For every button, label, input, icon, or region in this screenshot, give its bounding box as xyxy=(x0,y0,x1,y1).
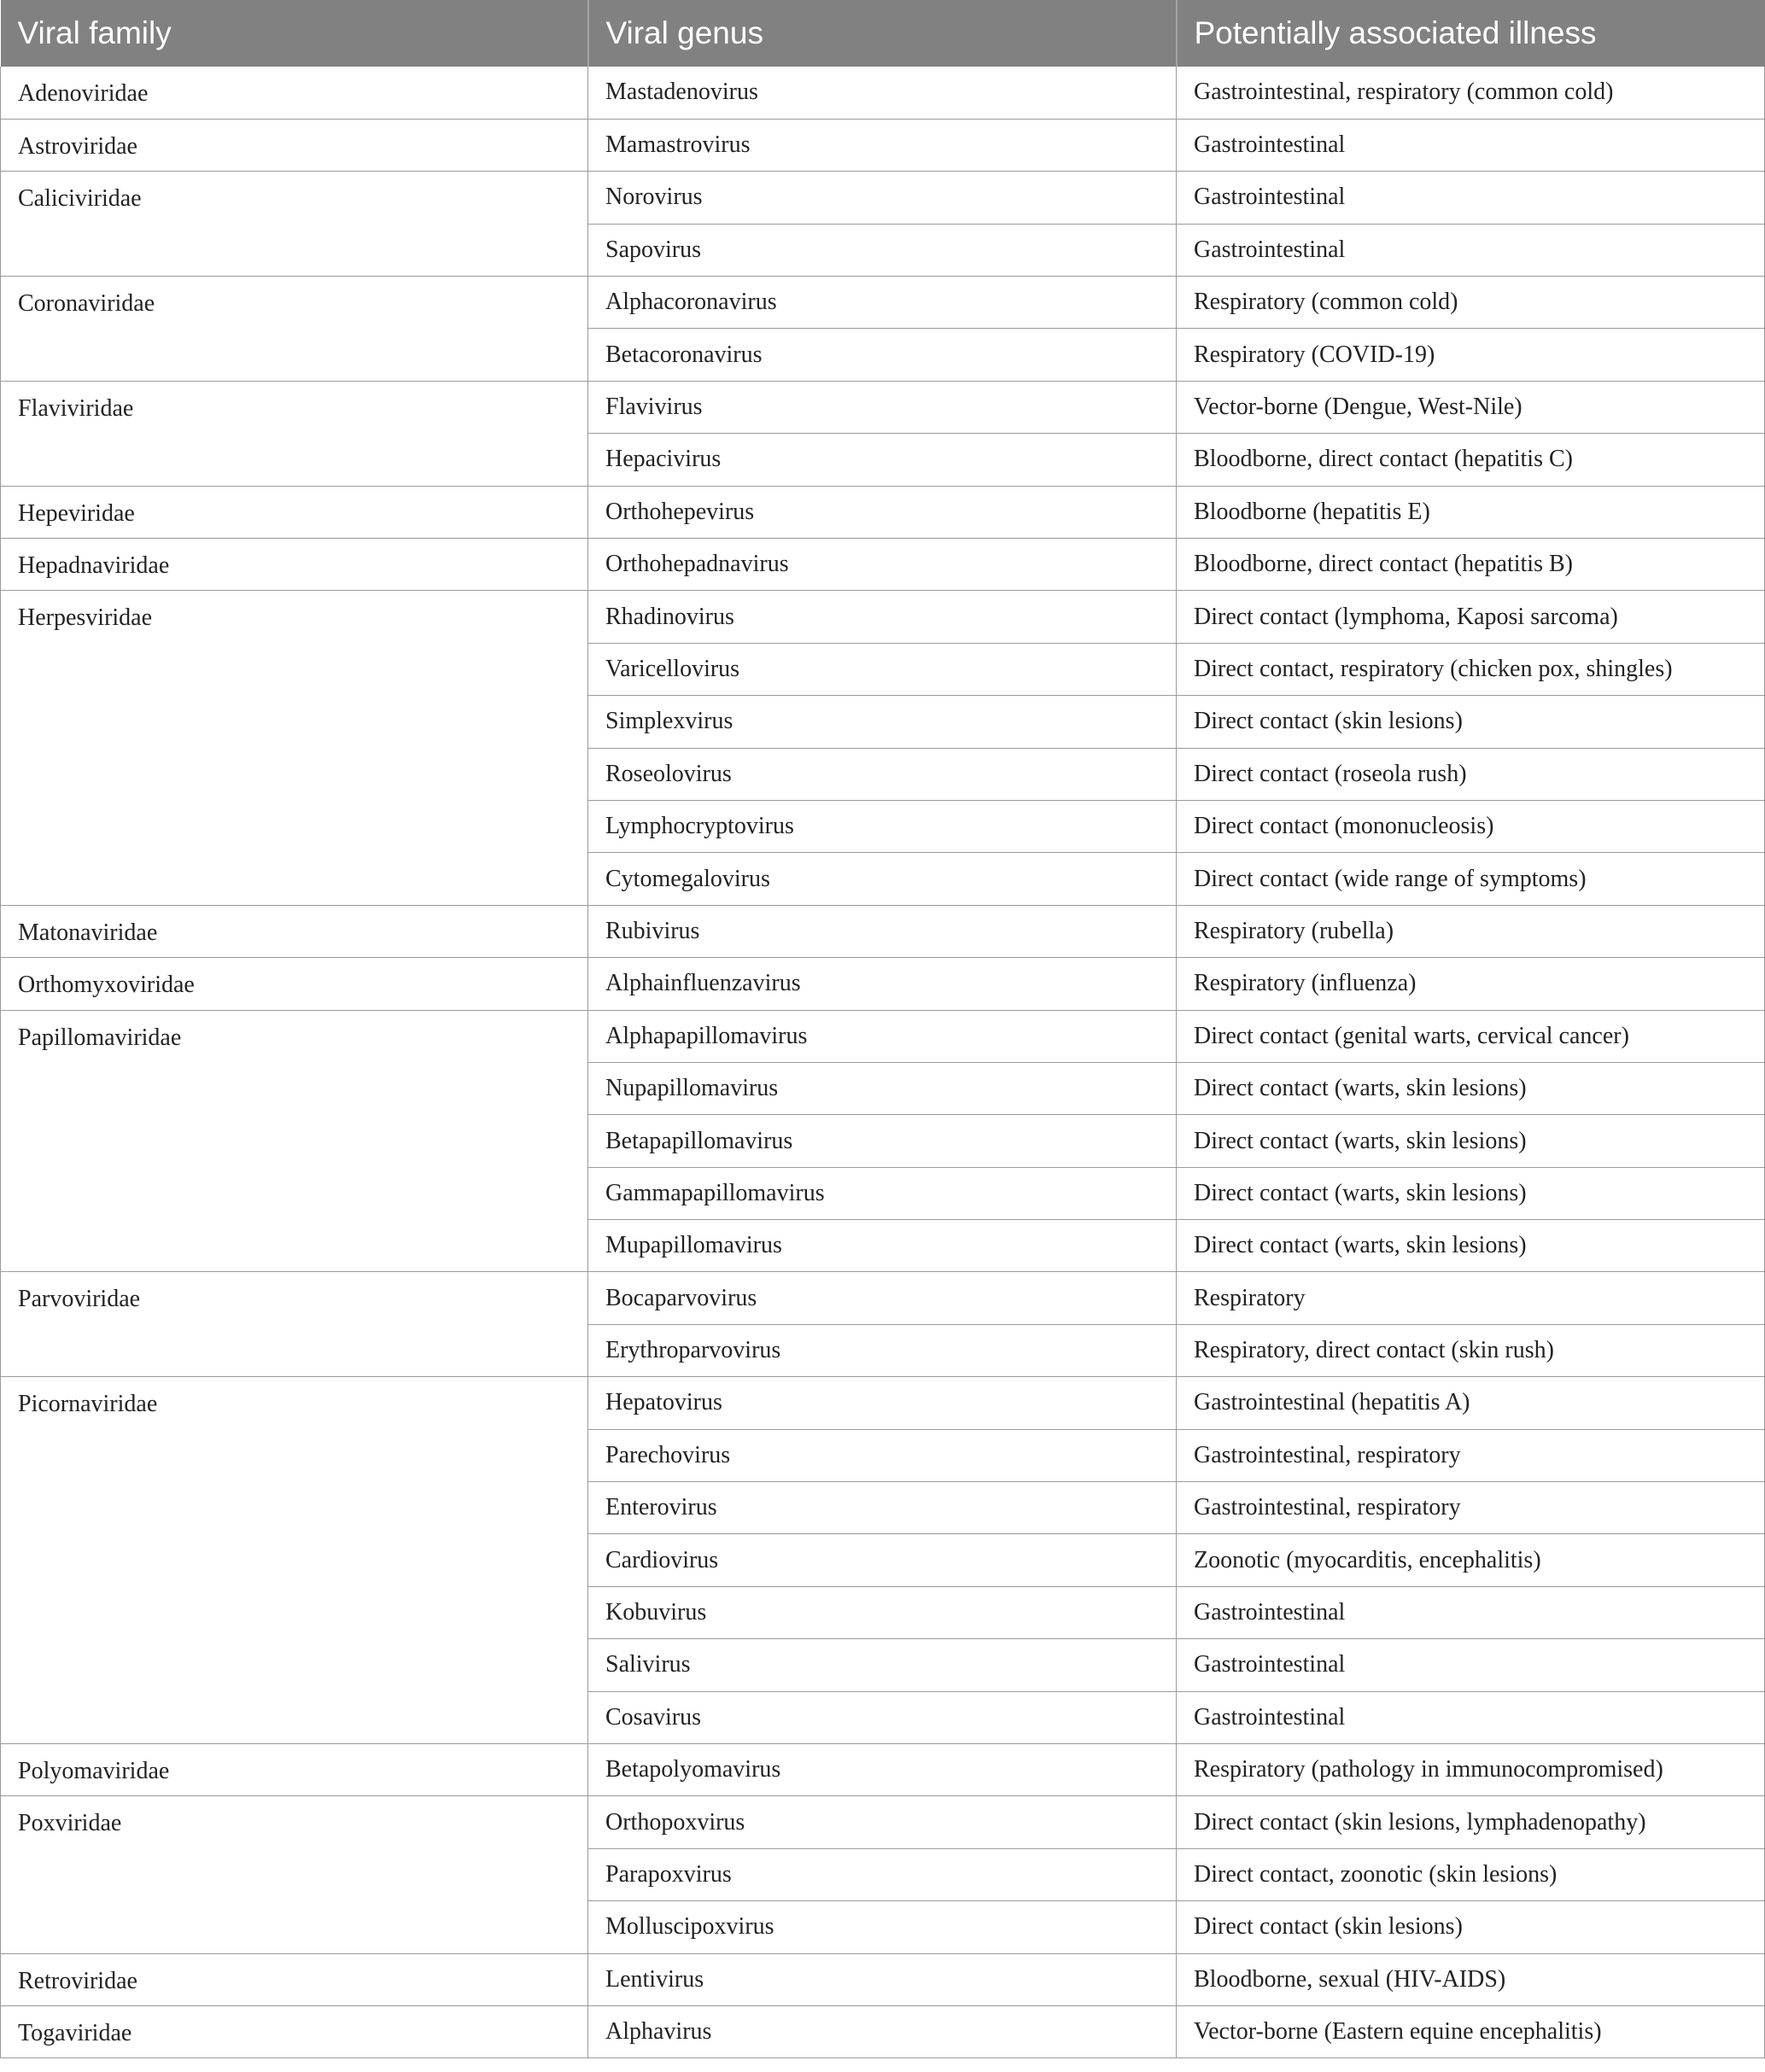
cell-viral-genus: Cardiovirus xyxy=(588,1534,1177,1586)
cell-associated-illness: Zoonotic (myocarditis, encephalitis) xyxy=(1177,1534,1765,1586)
table-row xyxy=(1,119,1765,171)
cell-viral-genus: Enterovirus xyxy=(588,1482,1177,1534)
cell-viral-genus: Parapoxvirus xyxy=(588,1848,1177,1900)
header-row xyxy=(1,0,1765,67)
cell-associated-illness: Direct contact (warts, skin lesions) xyxy=(1177,1062,1765,1114)
cell-viral-genus: Lentivirus xyxy=(588,1953,1177,2005)
cell-viral-genus: Mamastrovirus xyxy=(588,119,1177,171)
cell-viral-genus: Erythroparvovirus xyxy=(588,1324,1177,1376)
cell-associated-illness: Gastrointestinal (hepatitis A) xyxy=(1177,1377,1765,1429)
cell-associated-illness: Gastrointestinal, respiratory xyxy=(1177,1429,1765,1481)
cell-associated-illness: Direct contact, zoonotic (skin lesions) xyxy=(1177,1848,1765,1900)
cell-associated-illness: Respiratory (pathology in immunocompromised) xyxy=(1177,1744,1765,1796)
cell-associated-illness: Direct contact (wide range of symptoms) xyxy=(1177,853,1765,905)
cell-associated-illness: Bloodborne, direct contact (hepatitis B) xyxy=(1177,539,1765,591)
cell-viral-family: Flaviviridae xyxy=(1,381,588,486)
header-viral-genus: Viral genus xyxy=(588,0,1177,67)
cell-associated-illness: Direct contact (warts, skin lesions) xyxy=(1177,1115,1765,1167)
cell-viral-genus: Rubivirus xyxy=(588,905,1177,957)
cell-viral-genus: Alphacoronavirus xyxy=(588,277,1177,329)
cell-viral-genus: Norovirus xyxy=(588,172,1177,224)
table-row xyxy=(1,486,1765,538)
table-row xyxy=(1,1272,1765,1324)
cell-viral-family: Picornaviridae xyxy=(1,1377,588,1744)
cell-associated-illness: Respiratory (COVID-19) xyxy=(1177,329,1765,381)
cell-associated-illness: Gastrointestinal xyxy=(1177,119,1765,171)
cell-associated-illness: Direct contact (roseola rush) xyxy=(1177,748,1765,800)
cell-viral-family: Togaviridae xyxy=(1,2005,588,2057)
cell-associated-illness: Direct contact (skin lesions, lymphadenopathy) xyxy=(1177,1796,1765,1848)
cell-associated-illness: Direct contact (warts, skin lesions) xyxy=(1177,1167,1765,1219)
table-row xyxy=(1,1377,1765,1429)
cell-associated-illness: Vector-borne (Dengue, West-Nile) xyxy=(1177,381,1765,433)
cell-associated-illness: Gastrointestinal xyxy=(1177,1639,1765,1691)
cell-viral-genus: Rhadinovirus xyxy=(588,591,1177,643)
cell-viral-genus: Mastadenovirus xyxy=(588,67,1177,119)
cell-viral-genus: Orthohepadnavirus xyxy=(588,539,1177,591)
table-row xyxy=(1,958,1765,1010)
cell-viral-genus: Gammapapillomavirus xyxy=(588,1167,1177,1219)
cell-viral-genus: Parechovirus xyxy=(588,1429,1177,1481)
cell-viral-family: Retroviridae xyxy=(1,1953,588,2005)
cell-viral-genus: Nupapillomavirus xyxy=(588,1062,1177,1114)
cell-viral-genus: Cosavirus xyxy=(588,1691,1177,1743)
cell-viral-genus: Kobuvirus xyxy=(588,1586,1177,1638)
cell-viral-genus: Betapolyomavirus xyxy=(588,1744,1177,1796)
cell-viral-genus: Varicellovirus xyxy=(588,643,1177,695)
cell-viral-family: Caliciviridae xyxy=(1,172,588,277)
table-row xyxy=(1,1010,1765,1062)
cell-viral-genus: Cytomegalovirus xyxy=(588,853,1177,905)
cell-associated-illness: Gastrointestinal xyxy=(1177,1586,1765,1638)
cell-associated-illness: Direct contact, respiratory (chicken pox, shingles) xyxy=(1177,643,1765,695)
table-body xyxy=(1,67,1765,2058)
cell-viral-family: Hepadnaviridae xyxy=(1,539,588,591)
cell-viral-family: Papillomaviridae xyxy=(1,1010,588,1272)
cell-associated-illness: Gastrointestinal, respiratory (common cold) xyxy=(1177,67,1765,119)
cell-associated-illness: Vector-borne (Eastern equine encephalitis) xyxy=(1177,2005,1765,2057)
table-row xyxy=(1,67,1765,119)
table-row xyxy=(1,381,1765,433)
cell-viral-genus: Bocaparvovirus xyxy=(588,1272,1177,1324)
cell-associated-illness: Bloodborne, direct contact (hepatitis C) xyxy=(1177,434,1765,486)
cell-associated-illness: Direct contact (skin lesions) xyxy=(1177,1901,1765,1953)
cell-viral-genus: Simplexvirus xyxy=(588,696,1177,748)
cell-viral-genus: Alphapapillomavirus xyxy=(588,1010,1177,1062)
table-row xyxy=(1,1796,1765,1848)
cell-associated-illness: Gastrointestinal xyxy=(1177,224,1765,276)
cell-viral-genus: Alphavirus xyxy=(588,2005,1177,2057)
table-row xyxy=(1,539,1765,591)
cell-viral-family: Hepeviridae xyxy=(1,486,588,538)
cell-associated-illness: Respiratory (common cold) xyxy=(1177,277,1765,329)
cell-associated-illness: Respiratory, direct contact (skin rush) xyxy=(1177,1324,1765,1376)
table-row xyxy=(1,905,1765,957)
table-row xyxy=(1,1953,1765,2005)
cell-viral-family: Parvoviridae xyxy=(1,1272,588,1377)
cell-viral-genus: Molluscipoxvirus xyxy=(588,1901,1177,1953)
cell-viral-family: Polyomaviridae xyxy=(1,1744,588,1796)
cell-viral-genus: Hepatovirus xyxy=(588,1377,1177,1429)
cell-associated-illness: Direct contact (warts, skin lesions) xyxy=(1177,1220,1765,1272)
cell-viral-genus: Lymphocryptovirus xyxy=(588,800,1177,852)
cell-viral-genus: Salivirus xyxy=(588,1639,1177,1691)
cell-associated-illness: Respiratory (influenza) xyxy=(1177,958,1765,1010)
cell-viral-genus: Flavivirus xyxy=(588,381,1177,433)
cell-associated-illness: Respiratory xyxy=(1177,1272,1765,1324)
table-row xyxy=(1,591,1765,643)
cell-viral-genus: Orthopoxvirus xyxy=(588,1796,1177,1848)
cell-viral-genus: Sapovirus xyxy=(588,224,1177,276)
cell-viral-genus: Orthohepevirus xyxy=(588,486,1177,538)
header-viral-family: Viral family xyxy=(1,0,588,67)
cell-viral-family: Herpesviridae xyxy=(1,591,588,905)
cell-viral-genus: Mupapillomavirus xyxy=(588,1220,1177,1272)
cell-associated-illness: Direct contact (genital warts, cervical cancer) xyxy=(1177,1010,1765,1062)
cell-viral-family: Poxviridae xyxy=(1,1796,588,1953)
cell-associated-illness: Gastrointestinal xyxy=(1177,172,1765,224)
cell-viral-genus: Betacoronavirus xyxy=(588,329,1177,381)
header-associated-illness: Potentially associated illness xyxy=(1177,0,1765,67)
cell-viral-genus: Hepacivirus xyxy=(588,434,1177,486)
cell-associated-illness: Bloodborne, sexual (HIV-AIDS) xyxy=(1177,1953,1765,2005)
cell-viral-genus: Roseolovirus xyxy=(588,748,1177,800)
table-row xyxy=(1,1744,1765,1796)
cell-viral-genus: Betapapillomavirus xyxy=(588,1115,1177,1167)
cell-associated-illness: Bloodborne (hepatitis E) xyxy=(1177,486,1765,538)
cell-associated-illness: Gastrointestinal, respiratory xyxy=(1177,1482,1765,1534)
cell-associated-illness: Direct contact (mononucleosis) xyxy=(1177,800,1765,852)
table-header xyxy=(1,0,1765,67)
table-row xyxy=(1,277,1765,329)
cell-associated-illness: Gastrointestinal xyxy=(1177,1691,1765,1743)
cell-associated-illness: Direct contact (lymphoma, Kaposi sarcoma) xyxy=(1177,591,1765,643)
cell-viral-family: Coronaviridae xyxy=(1,277,588,382)
cell-associated-illness: Respiratory (rubella) xyxy=(1177,905,1765,957)
cell-associated-illness: Direct contact (skin lesions) xyxy=(1177,696,1765,748)
cell-viral-family: Orthomyxoviridae xyxy=(1,958,588,1010)
cell-viral-family: Astroviridae xyxy=(1,119,588,171)
cell-viral-genus: Alphainfluenzavirus xyxy=(588,958,1177,1010)
cell-viral-family: Adenoviridae xyxy=(1,67,588,119)
cell-viral-family: Matonaviridae xyxy=(1,905,588,957)
table-row xyxy=(1,2005,1765,2057)
table-row xyxy=(1,172,1765,224)
